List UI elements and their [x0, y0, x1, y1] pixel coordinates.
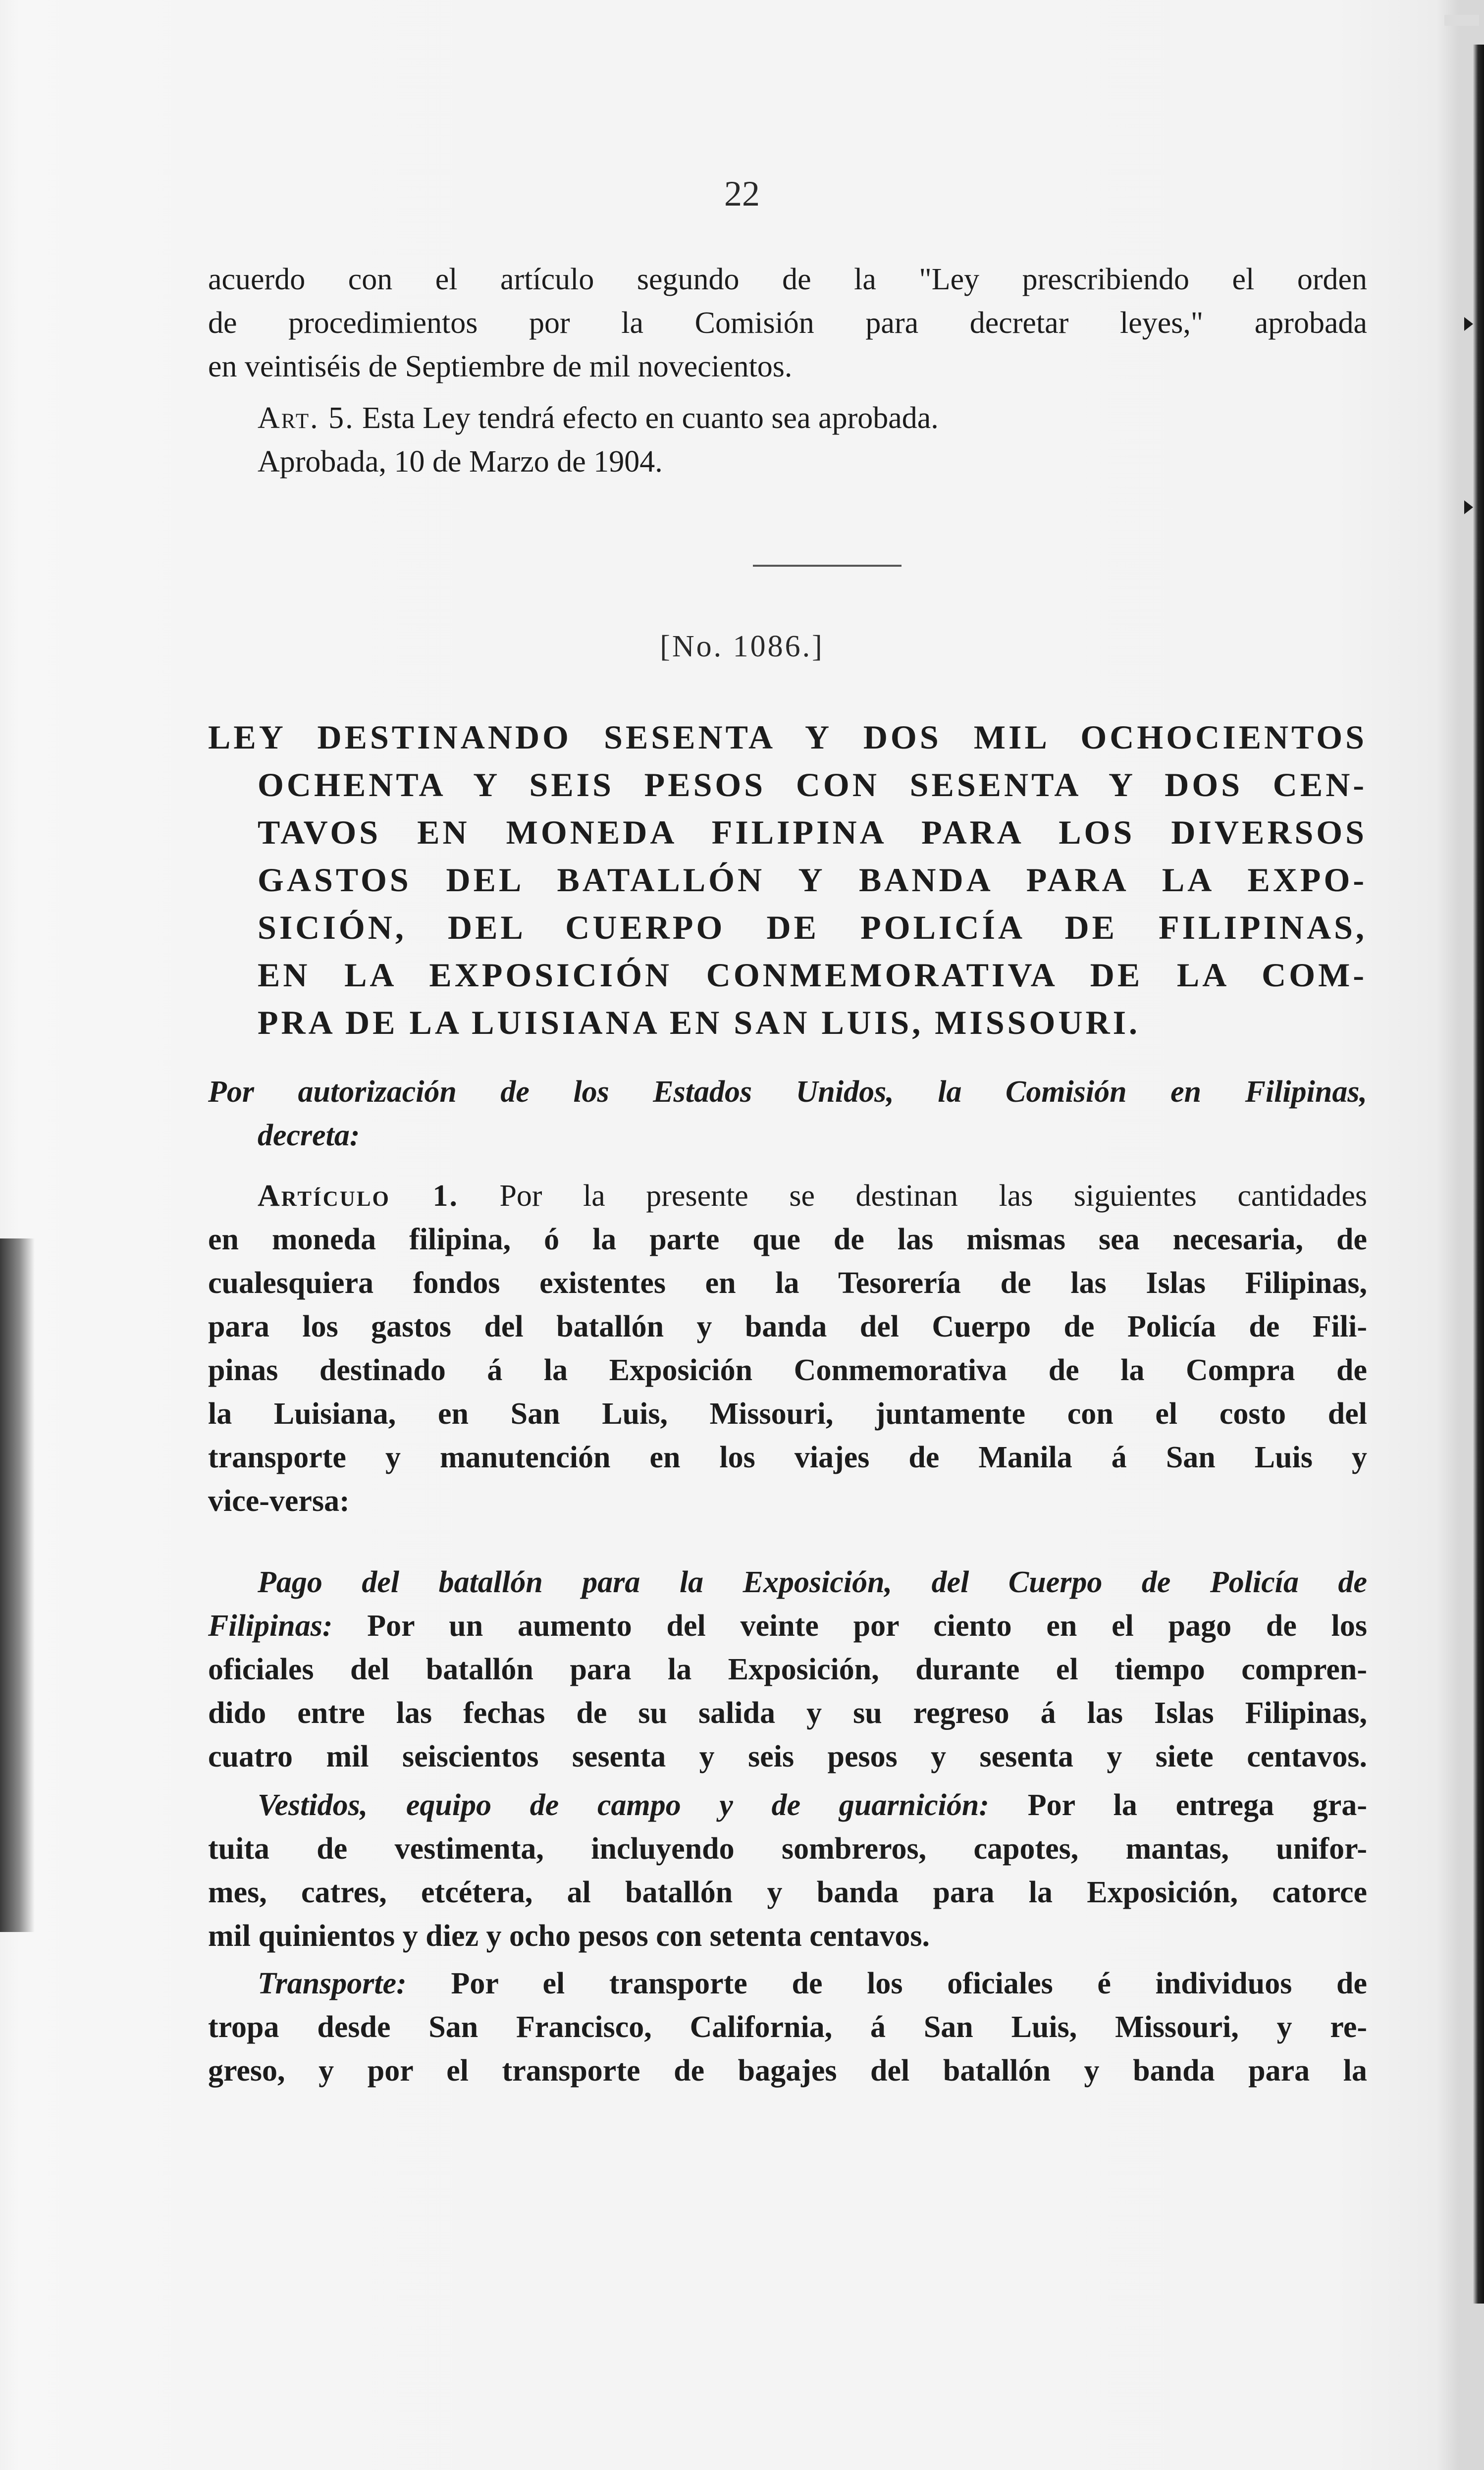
act-number: [No. 1086.]	[660, 630, 824, 663]
subsection-heading: Transporte:	[258, 1967, 407, 2000]
text-line: dido entre las fechas de su salida y su regreso á las Islas Filipinas,	[208, 1696, 1367, 1730]
text-line: mil quinientos y diez y ocho pesos con setenta centavos.	[208, 1919, 930, 1953]
text-line: para los gastos del batallón y banda del Cuerpo de Policía de Fili-	[208, 1310, 1367, 1343]
preamble-paragraph	[208, 258, 1367, 388]
approval-date: Aprobada, 10 de Marzo de 1904.	[258, 445, 663, 479]
transporte-paragraph	[208, 1962, 1367, 2093]
article-text: Por la presente se destinan las siguientes cantidades	[499, 1179, 1368, 1213]
subsection-heading: Pago del batallón para la Exposición, del Cuerpo de Policía de	[258, 1565, 1367, 1599]
text-line	[208, 1174, 1367, 1218]
text-line: greso, y por el transporte de bagajes del batallón y banda para la	[208, 2054, 1367, 2088]
paragraph-text: Por la entrega gra-	[1027, 1788, 1367, 1822]
title-line: PRA DE LA LUISIANA EN SAN LUIS, MISSOURI.	[258, 1004, 1141, 1041]
text-line: Por autorización de los Estados Unidos, la Comisión en Filipinas,	[208, 1075, 1367, 1109]
text-line: transporte y manutención en los viajes de Manila á San Luis y	[208, 1441, 1367, 1474]
text-line: cuatro mil seiscientos sesenta y seis pesos y sesenta y siete centavos.	[208, 1740, 1367, 1773]
text-line: mes, catres, etcétera, al batallón y banda para la Exposición, catorce	[208, 1876, 1367, 1909]
page-corner	[1444, 15, 1479, 26]
title-line: SICIÓN, DEL CUERPO DE POLICÍA DE FILIPINAS,	[258, 909, 1367, 946]
title-line: GASTOS DEL BATALLÓN Y BANDA PARA LA EXPO-	[258, 861, 1367, 899]
act-title	[208, 713, 1367, 1046]
text-line	[208, 1962, 1367, 2005]
text-line: tropa desde San Francisco, California, á San Luis, Missouri, y re-	[208, 2010, 1367, 2044]
text-line: en moneda filipina, ó la parte que de las mismas sea necesaria, de	[208, 1223, 1367, 1256]
article-label: Artículo 1.	[258, 1179, 459, 1213]
article-label: Art. 5.	[258, 401, 355, 435]
title-line: EN LA EXPOSICIÓN CONMEMORATIVA DE LA COM-	[258, 956, 1367, 994]
title-line: LEY DESTINANDO SESENTA Y DOS MIL OCHOCIENTOS	[208, 718, 1367, 756]
pago-paragraph	[208, 1560, 1367, 1778]
subsection-heading: Filipinas:	[208, 1609, 333, 1643]
paragraph-text: Por un aumento del veinte por ciento en el pago de los	[367, 1609, 1367, 1643]
text-line: decreta:	[258, 1119, 360, 1152]
text-line: la Luisiana, en San Luis, Missouri, juntamente con el costo del	[208, 1397, 1367, 1431]
text-line: de procedimientos por la Comisión para decretar leyes," aprobada	[208, 306, 1367, 340]
article-text: Esta Ley tendrá efecto en cuanto sea aprobada.	[362, 401, 939, 435]
paragraph-text: Por el transporte de los oficiales é individuos de	[451, 1967, 1368, 2000]
edge-marker	[1464, 317, 1473, 331]
subsection-heading: Vestidos, equipo de campo y de guarnición:	[258, 1788, 990, 1822]
text-line: cualesquiera fondos existentes en la Tesorería de las Islas Filipinas,	[208, 1266, 1367, 1300]
title-line: OCHENTA Y SEIS PESOS CON SESENTA Y DOS CEN-	[258, 766, 1367, 804]
text-line: vice-versa:	[208, 1484, 350, 1518]
vestidos-paragraph	[208, 1783, 1367, 1958]
binding-shadow	[0, 1238, 35, 1932]
edge-marker	[1464, 500, 1473, 514]
text-line	[208, 396, 1367, 440]
text-line: pinas destinado á la Exposición Conmemorativa de la Compra de	[208, 1353, 1367, 1387]
text-line	[208, 1604, 1367, 1648]
page-number: 22	[724, 174, 760, 214]
title-line: TAVOS EN MONEDA FILIPINA PARA LOS DIVERSOS	[258, 813, 1367, 851]
page-edge	[1473, 45, 1484, 2304]
text-line: oficiales del batallón para la Exposición, durante el tiempo compren-	[208, 1653, 1367, 1686]
text-line	[208, 1783, 1367, 1827]
text-line: tuita de vestimenta, incluyendo sombreros, capotes, mantas, unifor-	[208, 1832, 1367, 1866]
text-line: en veintiséis de Septiembre de mil novecientos.	[208, 350, 793, 383]
section-divider	[753, 565, 901, 567]
article-1	[208, 1174, 1367, 1523]
article-5	[208, 396, 1367, 483]
text-line: acuerdo con el artículo segundo de la "Ley prescribiendo el orden	[208, 263, 1367, 296]
enacting-clause	[208, 1070, 1367, 1157]
